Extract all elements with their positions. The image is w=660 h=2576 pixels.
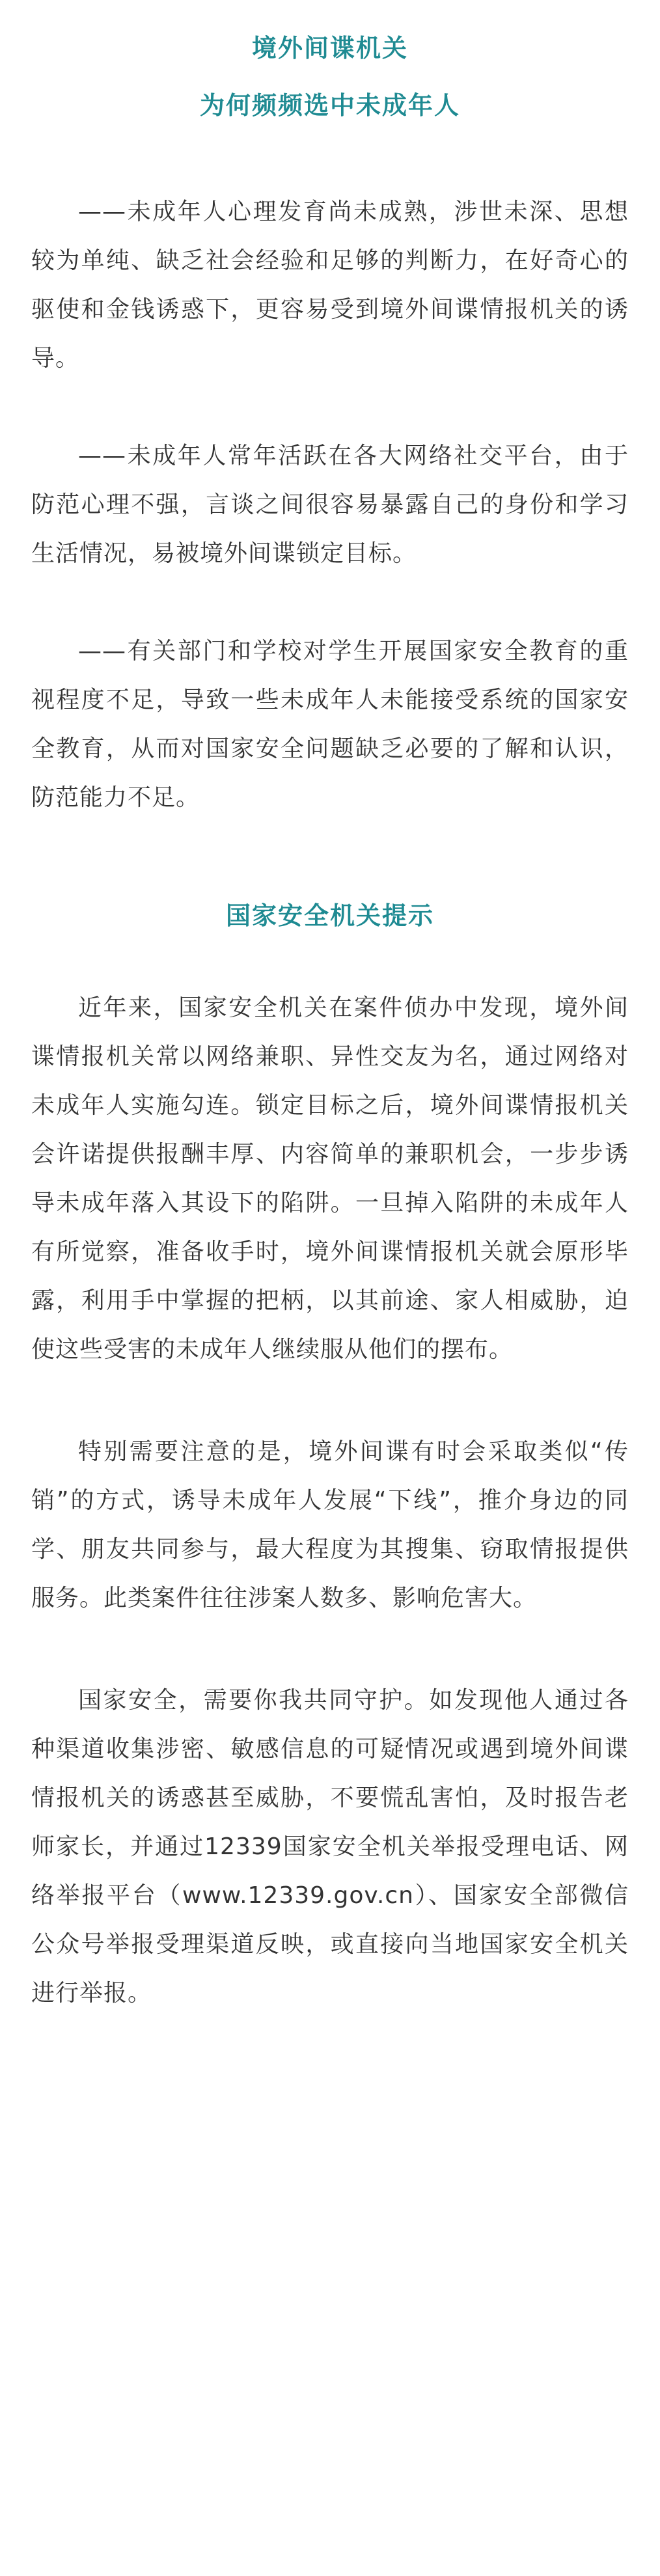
tip-paragraph: 国家安全，需要你我共同守护。如发现他人通过各种渠道收集涉密、敏感信息的可疑情况或遇到境外间谍情报机关的诱惑甚至威胁，不要慌乱害怕，及时报告老师家长，并通过12339国家安全机关举报受理电话、网络举报平台（www.12339.gov.cn）、国家安全部微信公众号举报受理渠道反映，或直接向当地国家安全机关进行举报。 bbox=[31, 1687, 629, 2007]
article-title-block bbox=[31, 0, 629, 134]
reason-paragraph: ——未成年人心理发育尚未成熟，涉世未深、思想较为单纯、缺乏社会经验和足够的判断力，在好奇心的驱使和金钱诱惑下，更容易受到境外间谍情报机关的诱导。 bbox=[31, 199, 629, 372]
title-line-1: 境外间谍机关 bbox=[251, 34, 408, 62]
title-line-2: 为何频频选中未成年人 bbox=[199, 91, 460, 120]
tip-paragraph: 特别需要注意的是，境外间谍有时会采取类似“传销”的方式，诱导未成年人发展“下线”，推介身边的同学、朋友共同参与，最大程度为其搜集、窃取情报提供服务。此类案件往往涉案人数多、影响危害大。 bbox=[31, 1438, 629, 1611]
reason-paragraph: ——未成年人常年活跃在各大网络社交平台，由于防范心理不强，言谈之间很容易暴露自己的身份和学习生活情况，易被境外间谍锁定目标。 bbox=[31, 443, 629, 567]
reason-paragraph: ——有关部门和学校对学生开展国家安全教育的重视程度不足，导致一些未成年人未能接受系统的国家安全教育，从而对国家安全问题缺乏必要的了解和认识，防范能力不足。 bbox=[31, 638, 629, 811]
section-heading: 国家安全机关提示 bbox=[225, 901, 434, 930]
tip-paragraph: 近年来，国家安全机关在案件侦办中发现，境外间谍情报机关常以网络兼职、异性交友为名，通过网络对未成年人实施勾连。锁定目标之后，境外间谍情报机关会许诺提供报酬丰厚、内容简单的兼职机会，一步步诱导未成年落入其设下的陷阱。一旦掉入陷阱的未成年人有所觉察，准备收手时，境外间谍情报机关就会原形毕露，利用手中掌握的把柄，以其前途、家人相威胁，迫使这些受害的未成年人继续服从他们的摆布。 bbox=[31, 994, 629, 1363]
